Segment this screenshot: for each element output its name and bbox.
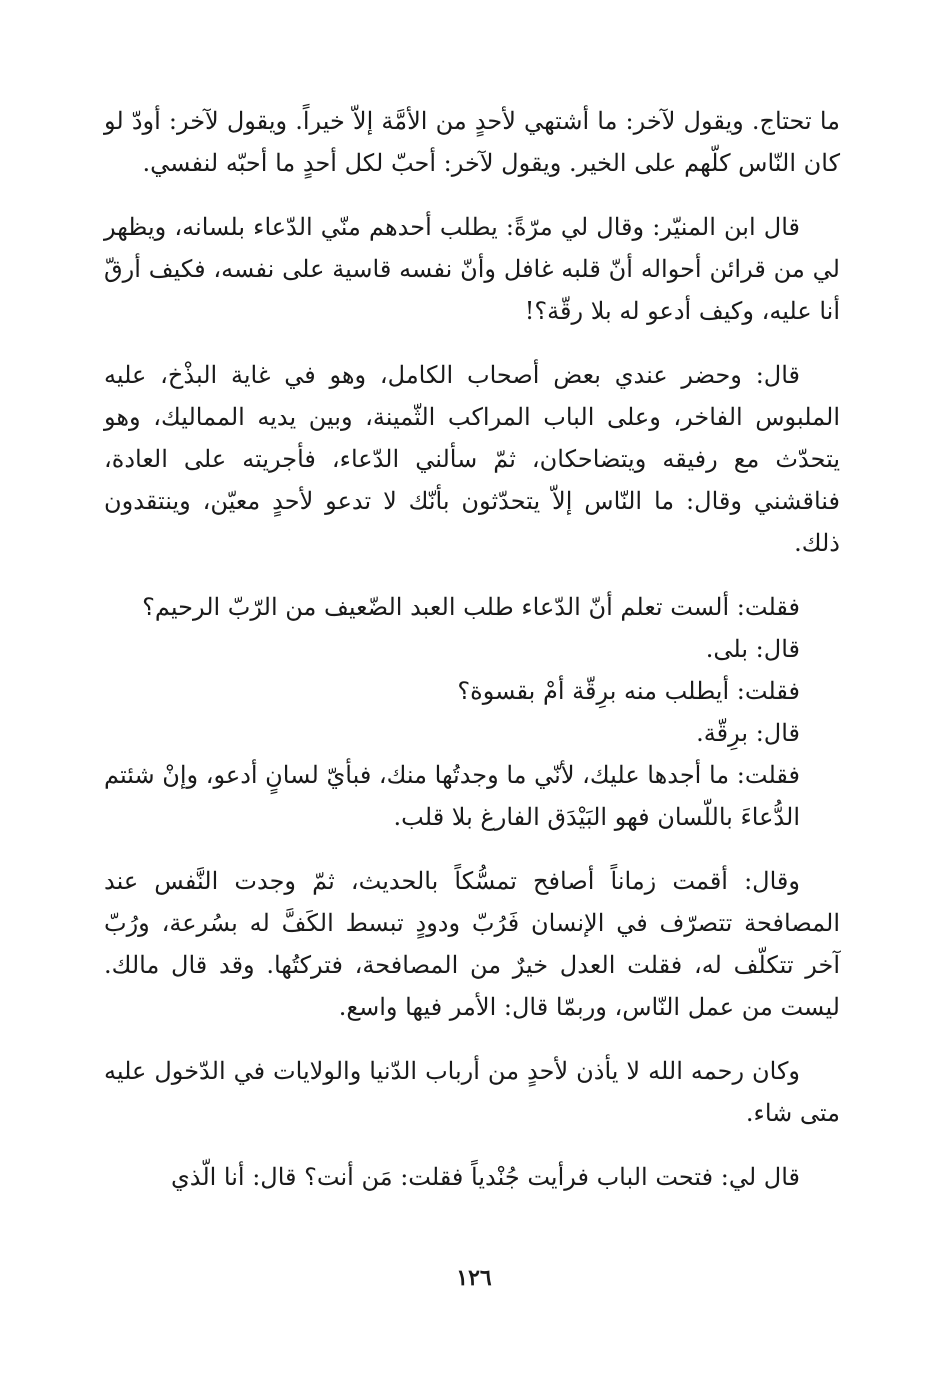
paragraph-4: وقال: أقمت زماناً أصافح تمسُّكاً بالحديث، ثمّ وجدت النَّفس عند المصافحة تتصرّف في الإنسان فَرُبّ ودودٍ تبسط الكَفَّ له بسُرعة، ورُبّ آخر تتكلّف له، فقلت العدل خيرٌ من المصافحة، فتركتُها. وقد قال مالك. ليست من عمل النّاس، وربمّا قال: الأمر فيها واسع. bbox=[104, 867, 840, 1021]
dialogue-line-1: فقلت: ألست تعلم أنّ الدّعاء طلب العبد الضّعيف من الرّبّ الرحيم؟ bbox=[142, 593, 800, 621]
dialogue-line-3: فقلت: أيطلب منه برِقّة أمْ بقسوة؟ bbox=[457, 677, 800, 705]
dialogue-line-5: فقلت: ما أجدها عليك، لأنّي ما وجدتُها منك، فبأيّ لسانٍ أدعو، وإنْ شئتم الدُّعاءَ باللّسان فهو البَيْدَق الفارغ بلا قلب. bbox=[104, 761, 800, 831]
dialogue-line-2: قال: بلى. bbox=[705, 635, 800, 663]
dialogue-block bbox=[104, 586, 840, 838]
paragraph-2: قال ابن المنيّر: وقال لي مرّةً: يطلب أحدهم منّي الدّعاء بلسانه، ويظهر لي من قرائن أحواله أنّ قلبه غافل وأنّ نفسه قاسية على نفسه، فكيف أرقّ أنا عليه، وكيف أدعو له بلا رقّة؟! bbox=[104, 213, 840, 325]
paragraph-6: قال لي: فتحت الباب فرأيت جُنْدياً فقلت: مَن أنت؟ قال: أنا الّذي bbox=[170, 1163, 800, 1191]
page-body bbox=[104, 100, 840, 1220]
page-number: ١٢٦ bbox=[456, 1265, 492, 1291]
paragraph-5: وكان رحمه الله لا يأذن لأحدٍ من أرباب الدّنيا والولايات في الدّخول عليه متى شاء. bbox=[104, 1057, 840, 1127]
paragraph-3: قال: وحضر عندي بعض أصحاب الكامل، وهو في غاية البذْخ، عليه الملبوس الفاخر، وعلى الباب المراكب الثّمينة، وبين يديه المماليك، وهو يتحدّث مع رفيقه ويتضاحكان، ثمّ سألني الدّعاء، فأجريته على العادة، فناقشني وقال: ما النّاس إلاّ يتحدّثون بأنّك لا تدعو لأحدٍ معيّن، وينتقدون ذلك. bbox=[104, 361, 840, 557]
dialogue-line-4: قال: برِقّة. bbox=[696, 719, 800, 747]
paragraph-1: ما تحتاج. ويقول لآخر: ما أشتهي لأحدٍ من الأمَّة إلاّ خيراً. ويقول لآخر: أودّ لو كان النّاس كلّهم على الخير. ويقول لآخر: أحبّ لكل أحدٍ ما أحبّه لنفسي. bbox=[104, 107, 840, 177]
